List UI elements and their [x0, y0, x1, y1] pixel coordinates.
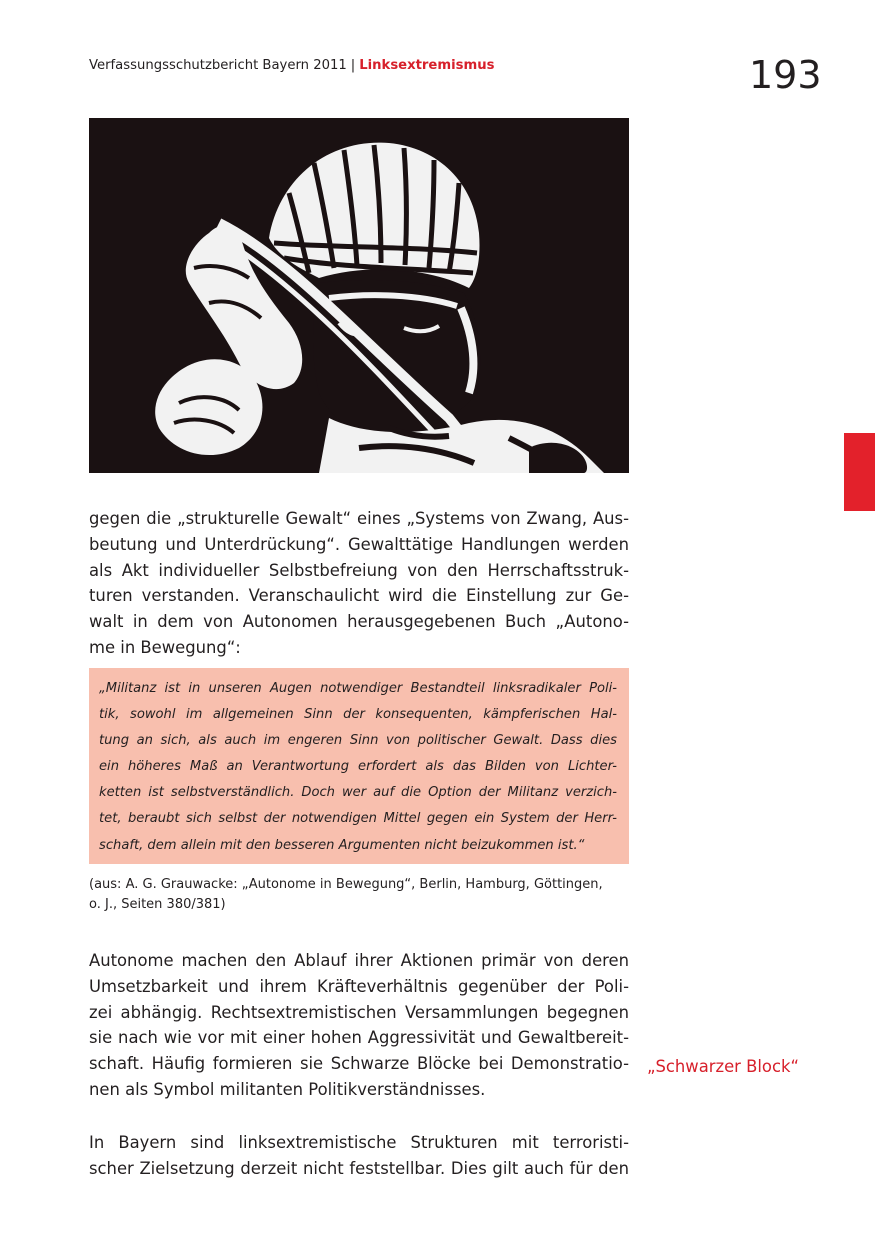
page-number: 193	[749, 53, 822, 97]
source-line: (aus: A. G. Grauwacke: „Autonome in Bewegung“, Berlin, Hamburg, Göttingen,	[89, 877, 603, 892]
text-line: als Akt individueller Selbstbefreiung von den Herrschaftsstruk-	[89, 560, 629, 580]
margin-note-schwarzer-block: „Schwarzer Block“	[647, 1057, 799, 1076]
text-line: me in Bewegung“:	[89, 637, 241, 657]
source-line: o. J., Seiten 380/381)	[89, 897, 226, 912]
text-line: Umsetzbarkeit und ihrem Kräfteverhältnis gegenüber der Poli-	[89, 976, 629, 996]
quote-box	[89, 668, 629, 864]
quote-line: tung an sich, als auch im engeren Sinn von politischer Gewalt. Dass dies	[99, 733, 617, 749]
text-line: gegen die „strukturelle Gewalt“ eines „Systems von Zwang, Aus-	[89, 509, 629, 528]
text-line: beutung und Unterdrückung“. Gewalttätige Handlungen werden	[89, 534, 629, 554]
quote-source	[89, 875, 629, 915]
text-line: In Bayern sind linksextremistische Strukturen mit terroristi-	[89, 1133, 629, 1152]
quote-line: tet, beraubt sich selbst der notwendigen Mittel gegen ein System der Herr-	[99, 811, 617, 827]
masked-person-photo	[89, 118, 629, 473]
text-line: walt in dem von Autonomen herausgegebenen Buch „Autono-	[89, 612, 629, 632]
publication-title: Verfassungsschutzbericht Bayern 2011	[89, 58, 347, 73]
paragraph-autonomous-violence	[89, 506, 629, 661]
paragraph-terrorist-structures	[89, 1130, 629, 1182]
running-header	[89, 57, 494, 75]
quote-line: ein höheres Maß an Verantwortung erfordert als das Bilden von Lichter-	[99, 759, 617, 775]
quote-line: „Militanz ist in unseren Augen notwendiger Bestandteil linksradikaler Poli-	[99, 681, 617, 696]
text-line: schaft. Häufig formieren sie Schwarze Blöcke bei Demonstratio-	[89, 1054, 629, 1074]
text-line: Autonome machen den Ablauf ihrer Aktionen primär von deren	[89, 951, 629, 970]
header-separator: |	[350, 58, 356, 73]
text-line: scher Zielsetzung derzeit nicht feststellbar. Dies gilt auch für den	[89, 1158, 629, 1178]
text-line: sie nach wie vor mit einer hohen Aggressivität und Gewaltbereit-	[89, 1028, 629, 1048]
quote-line: ketten ist selbstverständlich. Doch wer auf die Option der Militanz verzich-	[99, 785, 617, 801]
masked-person-illustration	[89, 118, 629, 473]
chapter-tab-marker	[844, 433, 875, 511]
text-line: turen verstanden. Veranschaulicht wird die Einstellung zur Ge-	[89, 586, 629, 606]
section-title: Linksextremismus	[359, 58, 495, 73]
paragraph-autonomous-actions	[89, 948, 629, 1103]
text-line: zei abhängig. Rechtsextremistischen Versammlungen begegnen	[89, 1002, 629, 1022]
quote-line: schaft, dem allein mit den besseren Argumenten nicht beizukommen ist.“	[99, 837, 585, 853]
quote-line: tik, sowohl im allgemeinen Sinn der konsequenten, kämpferischen Hal-	[99, 707, 617, 723]
text-line: nen als Symbol militanten Politikverständnisses.	[89, 1079, 486, 1099]
